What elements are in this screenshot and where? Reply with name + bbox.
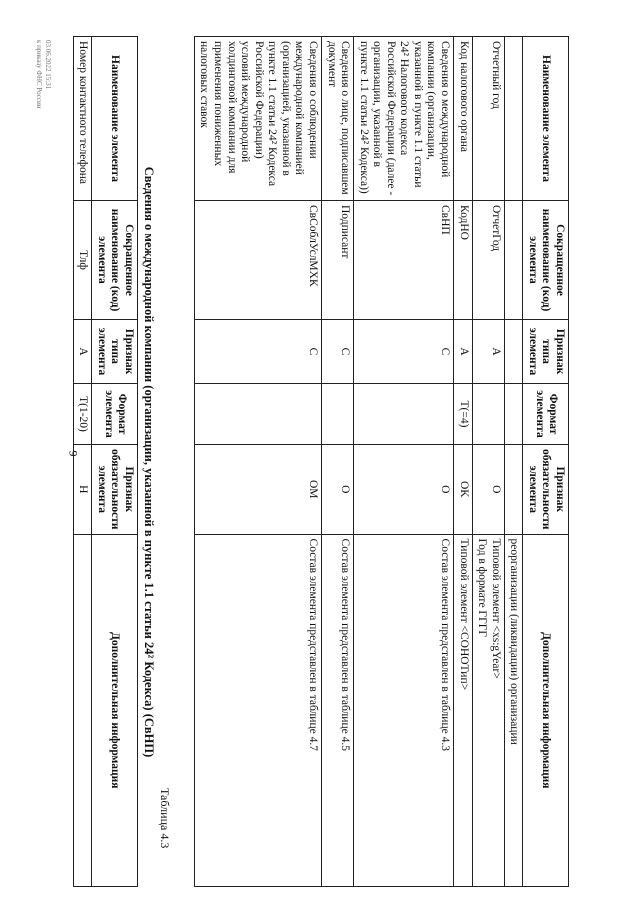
table-header-row: [523, 37, 569, 887]
cell-info: Типовой элемент <СОНОТип>: [454, 534, 473, 886]
cell-code: ОтчетГод: [472, 201, 504, 320]
cell-required: OK: [454, 445, 473, 535]
cell-code: Подписант: [322, 201, 354, 320]
header-code: Сокращенное наименование (код) элемента: [523, 201, 569, 320]
header-format: Формат элемента: [92, 384, 138, 445]
cell-format: [472, 384, 504, 445]
header-name: Наименование элемента: [523, 37, 569, 201]
header-required: Признак обязательности элемента: [523, 445, 569, 535]
table-header-row: [92, 37, 138, 887]
stamp-line-2: к приказу ФНС России: [34, 40, 43, 109]
table-label: Таблица 4.3: [158, 788, 172, 849]
cell-name: [504, 37, 523, 201]
cell-required: O: [472, 445, 504, 535]
cell-name: Сведения о лице, подписавшем документ: [322, 37, 354, 201]
header-required: Признак обязательности элемента: [92, 445, 138, 535]
table-row: [454, 37, 473, 887]
cell-code: СвНП: [354, 201, 454, 320]
cell-required: [504, 445, 523, 535]
table-row: [504, 37, 523, 887]
stamp-line-1: 03.06.2022 15:31: [44, 40, 52, 90]
registration-stamp: [34, 40, 52, 109]
cell-code: СвСоблУслМХК: [194, 201, 321, 320]
cell-name: Номер контактного телефона: [73, 37, 92, 201]
cell-format: [504, 384, 523, 445]
table-row: [472, 37, 504, 887]
cell-info: Состав элемента представлен в таблице 4.7: [194, 534, 321, 886]
elements-table: [194, 36, 569, 887]
cell-format: [354, 384, 454, 445]
header-code: Сокращенное наименование (код) элемента: [92, 201, 138, 320]
cell-name: Сведения о соблюдении международной компанией (организацией, указанной в пункте 1.1 статьи 24² Кодекса Российской Федерации) условий международной холдинговой компании для применения пониженных налоговых ставок: [194, 37, 321, 201]
cell-info: реорганизации (ликвидации) организации: [504, 534, 523, 886]
header-info: Дополнительная информация: [92, 534, 138, 886]
table-row: [354, 37, 454, 887]
table-row: [194, 37, 321, 887]
cell-type: С: [354, 320, 454, 384]
cell-required: Н: [73, 445, 92, 535]
cell-required: O: [354, 445, 454, 535]
cell-name: Отчетный год: [472, 37, 504, 201]
cell-type: A: [454, 320, 473, 384]
svnp-table: [73, 36, 138, 887]
cell-format: [322, 384, 354, 445]
header-type: Признак типа элемента: [92, 320, 138, 384]
cell-type: С: [322, 320, 354, 384]
cell-code: [504, 201, 523, 320]
cell-type: [504, 320, 523, 384]
cell-type: A: [73, 320, 92, 384]
cell-code: Тлф: [73, 201, 92, 320]
page-number: 9: [66, 450, 81, 457]
header-info: Дополнительная информация: [523, 534, 569, 886]
cell-info: [73, 534, 92, 886]
cell-info: Состав элемента представлен в таблице 4.5: [322, 534, 354, 886]
cell-info: Типовой элемент <xs:gYear> Год в формате ГГГГ: [472, 534, 504, 886]
table-row: [73, 37, 92, 887]
cell-type: A: [472, 320, 504, 384]
cell-name: Код налогового органа: [454, 37, 473, 201]
cell-info: Состав элемента представлен в таблице 4.3: [354, 534, 454, 886]
header-name: Наименование элемента: [92, 37, 138, 201]
cell-required: ОМ: [194, 445, 321, 535]
cell-format: T(1-20): [73, 384, 92, 445]
header-type: Признак типа элемента: [523, 320, 569, 384]
cell-name: Сведения о международной компании (организации, указанной в пункте 1.1 статьи 24² Налогового кодекса Российской Федерации (далее - организации, указанной в пункте 1.1 статьи 24² Кодекса)): [354, 37, 454, 201]
cell-format: T(=4): [454, 384, 473, 445]
cell-code: КодНО: [454, 201, 473, 320]
table-row: [322, 37, 354, 887]
cell-required: O: [322, 445, 354, 535]
cell-type: С: [194, 320, 321, 384]
cell-format: [194, 384, 321, 445]
header-format: Формат элемента: [523, 384, 569, 445]
table-caption: Сведения о международной компании (организации, указанной в пункте 1.1 статьи 24² Кодекса) (СвНП): [142, 166, 156, 758]
